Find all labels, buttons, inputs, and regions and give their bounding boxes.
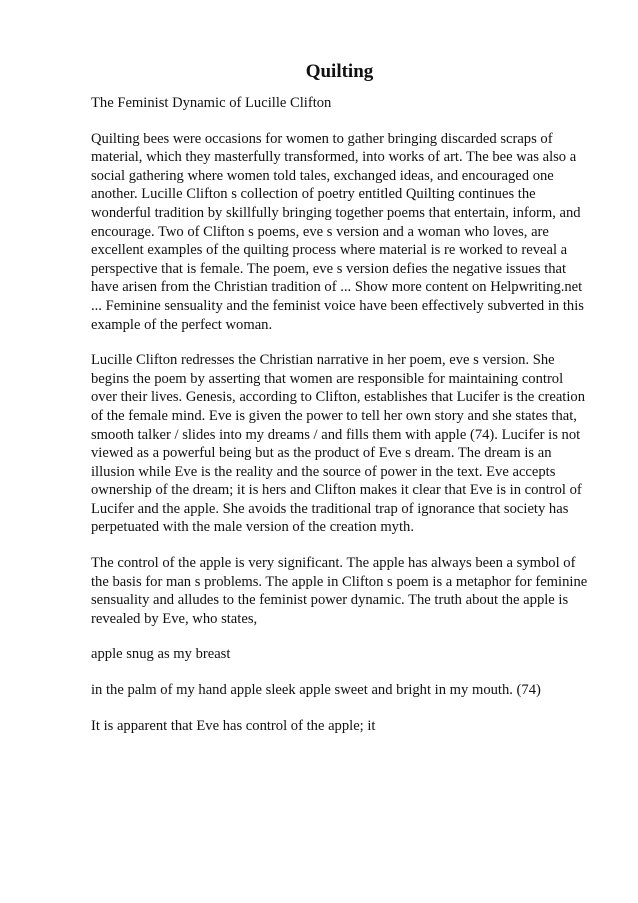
paragraph-1: Quilting bees were occasions for women to gather bringing discarded scraps of material, which they masterfully transformed, into works of art. The bee was also a social gathering where women told tales, exchanged ideas, and encouraged one another. Lucille Clifton s collection of poetry entitled Quilting continues the wonderful tradition by skillfully bringing together poems that entertain, inform, and encourage. Two of Clifton s poems, eve s version and a woman who loves, are excellent examples of the quilting process where material is re worked to reveal a perspective that is female. The poem, eve s version defies the negative issues that have arisen from the Christian tradition of ... Show more content on Helpwriting.net ... Feminine sensuality and the feminist voice have been effectively subverted in this example of the perfect woman. <box>91 130 584 333</box>
document-title: Quilting <box>305 61 374 82</box>
poem-line-1: apple snug as my breast <box>91 646 231 663</box>
paragraph-4: It is apparent that Eve has control of the apple; it <box>91 717 376 734</box>
paragraph-2: Lucille Clifton redresses the Christian narrative in her poem, eve s version. She begins the poem by asserting that women are responsible for maintaining control over their lives. Genesis, according to Clifton, establishes that Lucifer is the creation of the female mind. Eve is given the power to tell her own story and she states that, smooth talker / slides into my dreams / and fills them with apple (74). Lucifer is not viewed as a powerful being but as the product of Eve s dream. The dream is an illusion while Eve is the reality and the source of power in the text. Eve accepts ownership of the dream; it is hers and Clifton makes it clear that Eve is in control of Lucifer and the apple. She avoids the traditional trap of ignorance that society has perpetuated with the male version of the creation myth. <box>91 352 586 536</box>
paragraph-3: The control of the apple is very significant. The apple has always been a symbol of the basis for man s problems. The apple in Clifton s poem is a metaphor for feminine sensuality and alludes to the feminist power dynamic. The truth about the apple is revealed by Eve, who states, <box>91 555 588 627</box>
poem-line-2: in the palm of my hand apple sleek apple sweet and bright in my mouth. (74) <box>91 682 541 699</box>
document-subtitle: The Feminist Dynamic of Lucille Clifton <box>91 95 332 111</box>
